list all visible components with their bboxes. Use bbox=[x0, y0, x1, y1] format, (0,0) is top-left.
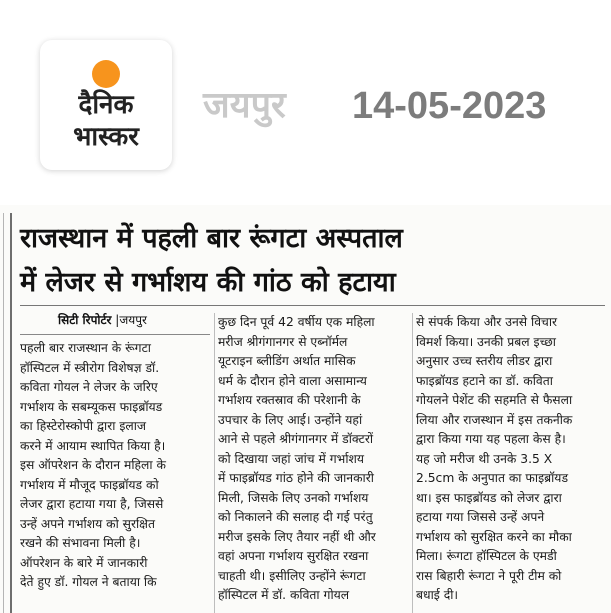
article-line: इस ऑपरेशन के दौरान महिला के bbox=[20, 458, 166, 472]
article-line: रखने की संभावना मिली है। bbox=[20, 536, 141, 550]
article-line: मरीज श्रीगंगानगर से एब्नॉर्मल bbox=[218, 334, 348, 349]
article-line: वहां अपना गर्भाशय सुरक्षित रखना bbox=[218, 549, 369, 563]
article-line: गर्भाशय में मौजूद फाइब्रॉयड को bbox=[20, 477, 159, 492]
article-line: गोयलने पेशेंट की सहमति से फैसला bbox=[416, 393, 573, 407]
article-line: मिली, जिसके लिए उनको गर्भाशय bbox=[218, 490, 369, 505]
news-clipping bbox=[0, 205, 611, 613]
article-line: मिला। रूंगटा हॉस्पिटल के एमडी bbox=[416, 549, 557, 563]
article-line: उन्हें अपने गर्भाशय को सुरक्षित bbox=[20, 516, 156, 531]
article-line: गर्भाशय के सबम्यूकस फाइब्रॉयड bbox=[20, 399, 163, 414]
article-line: विमर्श किया। उनकी प्रबल इच्छा bbox=[416, 334, 556, 349]
article-line: गर्भाशय को सुरक्षित करने का मौका bbox=[416, 529, 572, 544]
masthead bbox=[0, 0, 611, 200]
headline-divider bbox=[20, 305, 605, 306]
article-line: लिया और राजस्थान में इस तकनीक bbox=[416, 412, 573, 427]
edition-city: जयपुर bbox=[203, 85, 286, 126]
sun-icon bbox=[92, 60, 120, 88]
clipping-edge bbox=[10, 213, 12, 613]
article-line: रास बिहारी रूंगटा ने पूरी टीम को bbox=[416, 568, 562, 583]
article-line: था। इस फाइब्रॉयड को लेजर द्वारा bbox=[416, 490, 562, 505]
article-column-2 bbox=[218, 313, 410, 606]
clipping-edge-outer bbox=[3, 213, 4, 613]
column-divider bbox=[214, 313, 215, 613]
newspaper-logo bbox=[40, 40, 172, 170]
headline-line-1: राजस्थान में पहली बार रूंगटा अस्पताल bbox=[20, 223, 403, 254]
article-line: गर्भाशय रक्तस्राव की परेशानी के bbox=[218, 393, 361, 407]
article-line: लेजर द्वारा हटाया गया है, जिससे bbox=[20, 497, 164, 511]
article-line: कुछ दिन पूर्व 42 वर्षीय एक महिला bbox=[218, 315, 375, 329]
byline-divider bbox=[20, 334, 210, 335]
byline bbox=[58, 312, 147, 328]
logo-text-line1: दैनिक bbox=[78, 90, 134, 120]
article-line: को दिखाया जहां जांच में गर्भाशय bbox=[218, 451, 365, 466]
article-line: अनुसार उच्च स्तरीय लीडर द्वारा bbox=[416, 354, 553, 368]
column-divider bbox=[412, 313, 413, 613]
article-column-3 bbox=[416, 313, 606, 606]
article-line: में फाइब्रॉयड गांठ होने की जानकारी bbox=[218, 471, 374, 485]
article-column-1 bbox=[20, 339, 212, 593]
byline-city: |जयपुर bbox=[115, 313, 147, 327]
headline-line-2: में लेजर से गर्भाशय की गांठ को हटाया bbox=[20, 267, 396, 298]
article-line: धर्म के दौरान होने वाला असामान्य bbox=[218, 373, 367, 388]
article-line: उपचार के लिए आई। उन्होंने यहां bbox=[218, 412, 363, 427]
article-line: से संपर्क किया और उनसे विचार bbox=[416, 315, 558, 329]
article-line: पहली बार राजस्थान के रूंगटा bbox=[20, 341, 151, 355]
article-line: को निकालने की सलाह दी गई परंतु bbox=[218, 510, 373, 524]
article-headline bbox=[20, 217, 610, 305]
article-line: हटाया गया जिससे उन्हें अपने bbox=[416, 510, 545, 524]
article-line: यूटराइन ब्लीडिंग अर्थात मासिक bbox=[218, 354, 356, 368]
article-line: हॉस्पिटल में स्त्रीरोग विशेषज्ञ डॉ. bbox=[20, 360, 160, 375]
article-line: 2.5cm के अनुपात का फाइब्रॉयड bbox=[416, 471, 569, 485]
article-line: ऑपरेशन के बारे में जानकारी bbox=[20, 555, 148, 570]
article-line: चाहती थी। इसीलिए उन्होंने रूंगटा bbox=[218, 568, 366, 583]
logo-text-line2: भास्कर bbox=[73, 122, 139, 152]
article-line: कविता गोयल ने लेजर के जरिए bbox=[20, 380, 158, 394]
article-line: करने में आयाम स्थापित किया है। bbox=[20, 438, 166, 453]
article-line: द्वारा किया गया यह पहला केस है। bbox=[416, 432, 566, 446]
article-line: देते हुए डॉ. गोयल ने बताया कि bbox=[20, 575, 157, 589]
article-line: यह जो मरीज थी उनके 3.5 X bbox=[416, 451, 553, 466]
article-line: मरीज इसके लिए तैयार नहीं थी और bbox=[218, 529, 376, 544]
article-line: का हिस्टेरोस्कोपी द्वारा इलाज bbox=[20, 419, 147, 433]
edition-date: 14-05-2023 bbox=[352, 85, 547, 127]
byline-name: सिटी रिपोर्टर bbox=[58, 313, 112, 327]
article-line: बधाई दी। bbox=[416, 588, 459, 602]
article-line: हॉस्पिटल में डॉ. कविता गोयल bbox=[218, 588, 350, 602]
article-line: फाइब्रॉयड हटाने का डॉ. कविता bbox=[416, 373, 553, 388]
article-line: आने से पहले श्रीगंगानगर में डॉक्टरों bbox=[218, 432, 374, 446]
